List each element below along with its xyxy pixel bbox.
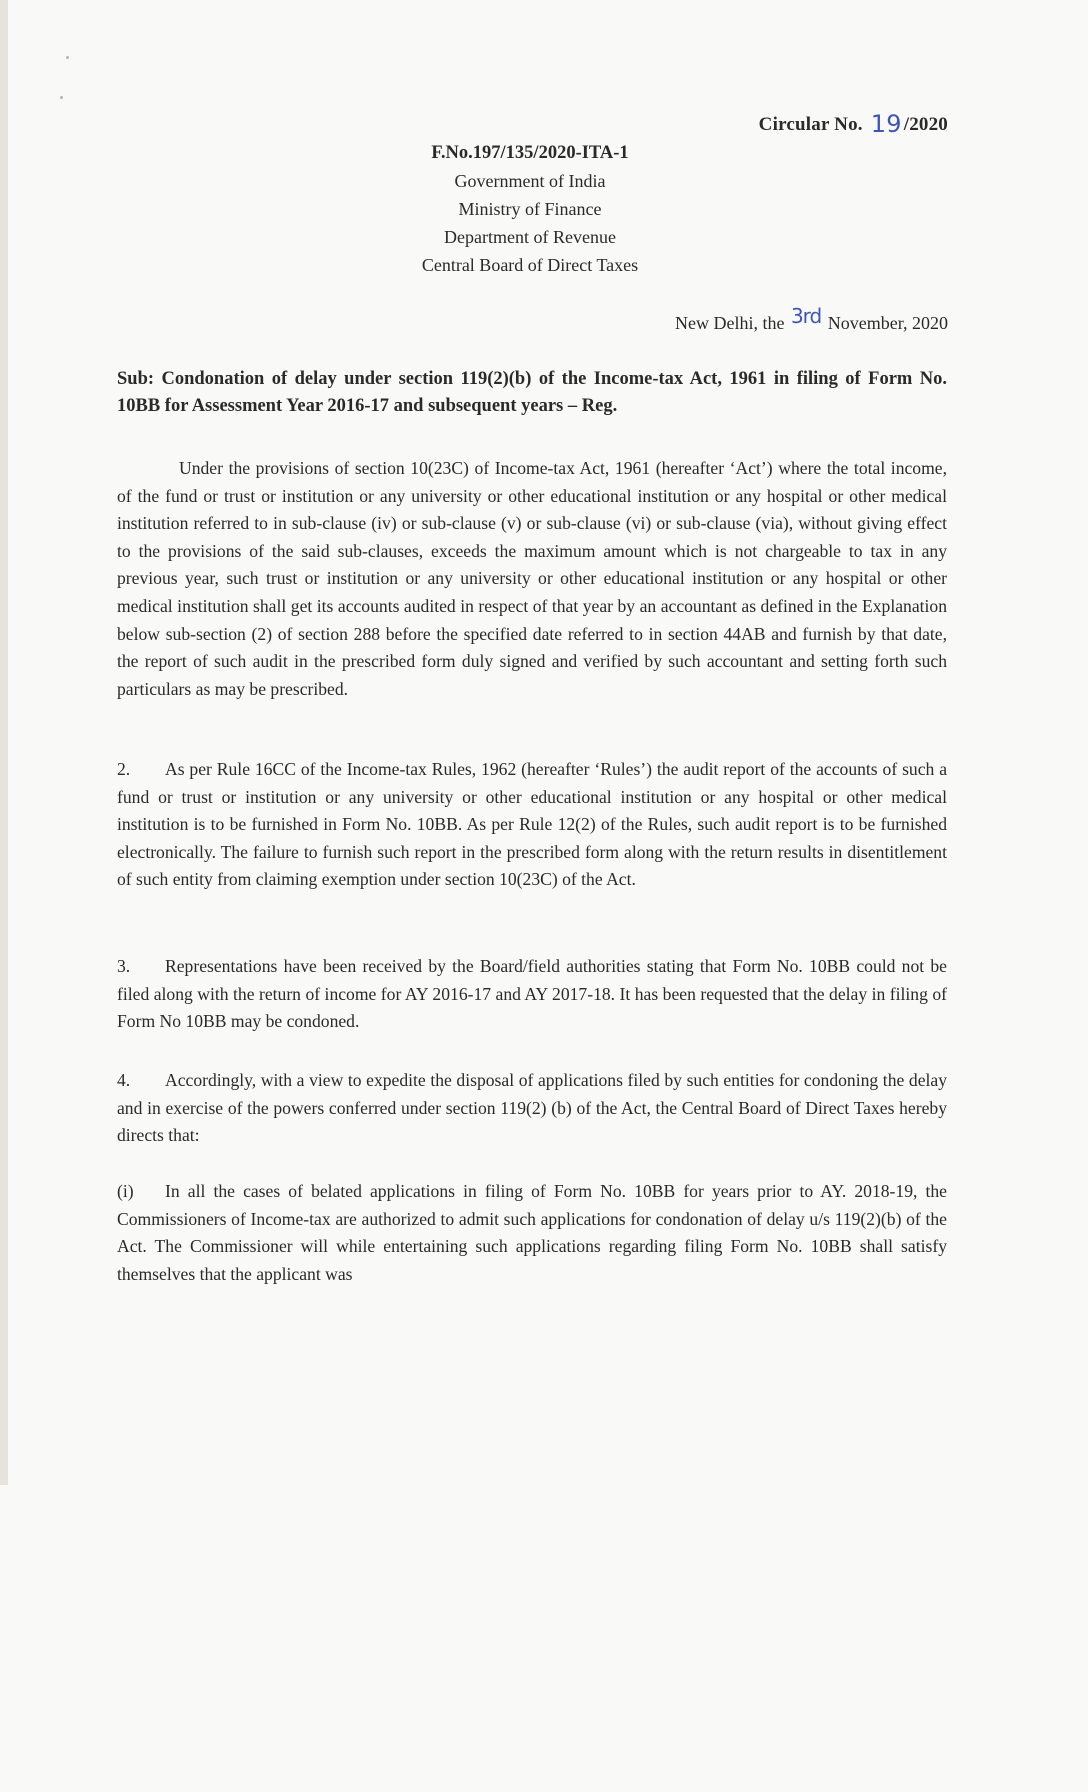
paragraph-2-text: As per Rule 16CC of the Income-tax Rules, 1962 (hereafter ‘Rules’) the audit report of the accounts of such a fund or trust or institution or any university or other educational institution or any hospital or other medical institution is to be furnished in Form No. 10BB. As per Rule 12(2) of the Rules, such audit report is to be furnished electronically. The failure to furnish such report in the prescribed form along with the return results in disentitlement of such entity from claiming exemption under section 10(23C) of the Act. bbox=[117, 759, 947, 890]
date-line bbox=[674, 304, 948, 334]
paragraph-4-i bbox=[117, 1178, 947, 1288]
paragraph-4-i-number: (i) bbox=[117, 1181, 134, 1201]
date-handwritten-day: 3rd bbox=[790, 304, 822, 328]
paragraph-4-i-text: In all the cases of belated applications in filing of Form No. 10BB for years prior to AY. 2018-19, the Commissioners of Income-tax are authorized to admit such applications for condonation of delay u/s 119(2)(b) of the Act. The Commissioner will while entertaining such applications regarding filing Form No. 10BB shall satisfy themselves that the applicant was bbox=[117, 1181, 947, 1284]
scan-left-edge bbox=[0, 0, 8, 1485]
circular-prefix: Circular No. bbox=[758, 114, 863, 135]
paragraph-2 bbox=[117, 756, 947, 894]
authority-board: Central Board of Direct Taxes bbox=[421, 255, 639, 275]
scan-speck bbox=[66, 56, 69, 59]
circular-suffix: /2020 bbox=[903, 114, 948, 135]
authority-government: Government of India bbox=[454, 171, 606, 191]
date-suffix: November, 2020 bbox=[827, 313, 948, 333]
circular-number bbox=[759, 108, 948, 136]
paragraph-2-number: 2. bbox=[117, 759, 131, 779]
issuing-authority-block bbox=[320, 139, 740, 279]
authority-ministry: Ministry of Finance bbox=[458, 199, 602, 219]
date-prefix: New Delhi, the bbox=[674, 313, 785, 333]
paragraph-3 bbox=[117, 953, 947, 1036]
circular-handwritten-number: 19 bbox=[870, 110, 902, 138]
file-number: F.No.197/135/2020-ITA-1 bbox=[431, 143, 629, 163]
authority-department: Department of Revenue bbox=[444, 227, 616, 247]
paragraph-3-number: 3. bbox=[117, 956, 131, 976]
paragraph-4 bbox=[117, 1067, 947, 1150]
paragraph-1: Under the provisions of section 10(23C) of Income-tax Act, 1961 (hereafter ‘Act’) where the total income, of the fund or trust or institution or any university or other educational institution or any hospital or other medical institution referred to in sub-clause (iv) or sub-clause (v) or sub-clause (vi) or sub-clause (via), without giving effect to the provisions of the said sub-clauses, exceeds the maximum amount which is not chargeable to tax in any previous year, such trust or institution or any university or other educational institution or any hospital or other medical institution shall get its accounts audited in respect of that year by an accountant as defined in the Explanation below sub-section (2) of section 288 before the specified date referred to in section 44AB and furnish by that date, the report of such audit in the prescribed form duly signed and verified by such accountant and setting forth such particulars as may be prescribed. bbox=[117, 458, 947, 699]
paragraph-4-number: 4. bbox=[117, 1070, 131, 1090]
paragraph-3-text: Representations have been received by the Board/field authorities stating that Form No. 10BB could not be filed along with the return of income for AY 2016-17 and AY 2017-18. It has been requested that the delay in filing of Form No 10BB may be condoned. bbox=[117, 956, 947, 1032]
subject-line: Sub: Condonation of delay under section 119(2)(b) of the Income-tax Act, 1961 in filing of Form No. 10BB for Assessment Year 2016-17 and subsequent years – Reg. bbox=[117, 369, 947, 416]
scan-speck bbox=[60, 96, 63, 99]
paragraph-4-text: Accordingly, with a view to expedite the disposal of applications filed by such entities for condoning the delay and in exercise of the powers conferred under section 119(2) (b) of the Act, the Central Board of Direct Taxes hereby directs that: bbox=[117, 1070, 947, 1146]
